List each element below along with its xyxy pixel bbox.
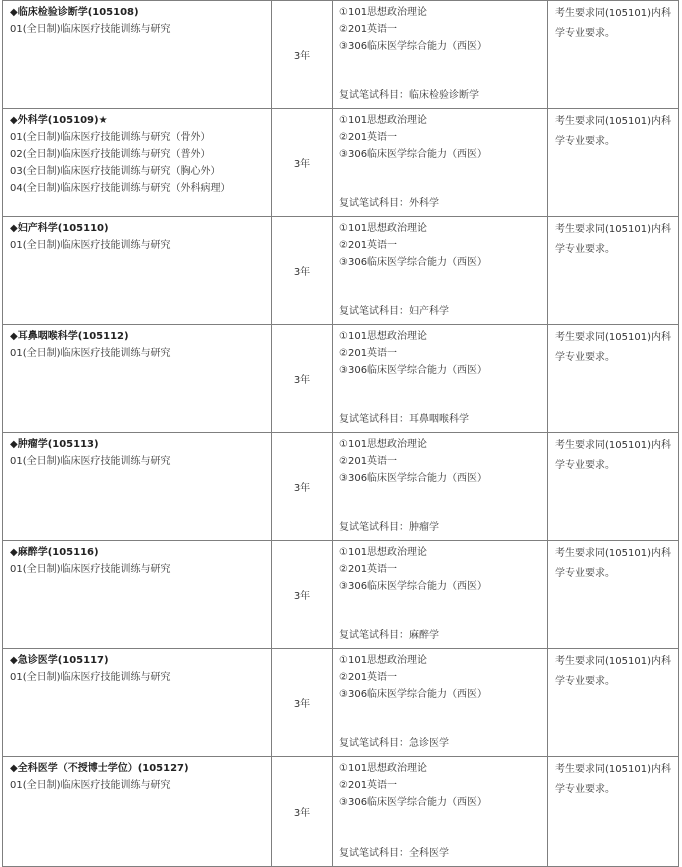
requirement-cell [548, 649, 679, 757]
major-name: ◆妇产科学(105110) [10, 223, 109, 234]
exam-subject: ②201英语一 [339, 456, 398, 467]
exam-subject: ①101思想政治理论 [339, 115, 428, 126]
years-cell [272, 325, 333, 433]
major-name: ◆麻醉学(105116) [10, 547, 99, 558]
study-years: 3年 [293, 375, 311, 386]
retest-subject: 复试笔试科目：外科学 [339, 198, 439, 209]
retest-subject: 复试笔试科目：耳鼻咽喉科学 [339, 414, 469, 425]
subjects-cell [333, 1, 548, 109]
major-cell [3, 325, 272, 433]
retest-subject: 复试笔试科目：临床检验诊断学 [339, 90, 479, 101]
table-row [3, 757, 679, 867]
subjects-cell [333, 541, 548, 649]
exam-subject: ②201英语一 [339, 132, 398, 143]
years-cell [272, 541, 333, 649]
direction-item: 01(全日制)临床医疗技能训练与研究 [10, 672, 171, 683]
exam-subject: ③306临床医学综合能力（西医） [339, 365, 488, 376]
exam-subject: ③306临床医学综合能力（西医） [339, 689, 488, 700]
exam-subject: ②201英语一 [339, 240, 398, 251]
major-cell [3, 649, 272, 757]
direction-item: 03(全日制)临床医疗技能训练与研究（胸心外） [10, 166, 221, 177]
exam-subject: ③306临床医学综合能力（西医） [339, 149, 488, 160]
directions-list [10, 129, 265, 197]
admissions-table [2, 0, 679, 867]
candidate-requirement: 考生要求同(105101)内科学专业要求。 [555, 440, 671, 471]
exam-subjects-list [339, 436, 542, 487]
direction-item: 01(全日制)临床医疗技能训练与研究 [10, 456, 171, 467]
study-years: 3年 [293, 483, 311, 494]
requirement-cell [548, 109, 679, 217]
candidate-requirement: 考生要求同(105101)内科学专业要求。 [555, 548, 671, 579]
exam-subject: ③306临床医学综合能力（西医） [339, 41, 488, 52]
table-body [3, 1, 679, 867]
exam-subject: ③306临床医学综合能力（西医） [339, 797, 488, 808]
candidate-requirement: 考生要求同(105101)内科学专业要求。 [555, 8, 671, 39]
major-name: ◆全科医学（不授博士学位）(105127) [10, 763, 189, 774]
directions-list [10, 453, 265, 470]
years-cell [272, 757, 333, 867]
requirement-cell [548, 1, 679, 109]
study-years: 3年 [293, 267, 311, 278]
exam-subjects-list [339, 760, 542, 811]
directions-list [10, 777, 265, 794]
requirement-cell [548, 217, 679, 325]
exam-subjects-list [339, 652, 542, 703]
major-name: ◆临床检验诊断学(105108) [10, 7, 139, 18]
major-name: ◆肿瘤学(105113) [10, 439, 99, 450]
directions-list [10, 237, 265, 254]
exam-subject: ②201英语一 [339, 24, 398, 35]
direction-item: 01(全日制)临床医疗技能训练与研究 [10, 780, 171, 791]
requirement-cell [548, 325, 679, 433]
retest-subject: 复试笔试科目：急诊医学 [339, 738, 449, 749]
retest-subject: 复试笔试科目：妇产科学 [339, 306, 449, 317]
retest-subject: 复试笔试科目：肿瘤学 [339, 522, 439, 533]
subjects-cell [333, 757, 548, 867]
direction-item: 01(全日制)临床医疗技能训练与研究 [10, 240, 171, 251]
direction-item: 01(全日制)临床医疗技能训练与研究 [10, 348, 171, 359]
exam-subject: ②201英语一 [339, 348, 398, 359]
major-cell [3, 217, 272, 325]
years-cell [272, 217, 333, 325]
subjects-cell [333, 217, 548, 325]
table-row [3, 1, 679, 109]
exam-subjects-list [339, 220, 542, 271]
exam-subject: ③306临床医学综合能力（西医） [339, 473, 488, 484]
major-cell [3, 109, 272, 217]
table-row [3, 433, 679, 541]
directions-list [10, 345, 265, 362]
study-years: 3年 [293, 808, 311, 819]
retest-subject: 复试笔试科目：全科医学 [339, 848, 449, 859]
subjects-cell [333, 433, 548, 541]
subjects-cell [333, 649, 548, 757]
major-cell [3, 541, 272, 649]
requirement-cell [548, 757, 679, 867]
exam-subject: ①101思想政治理论 [339, 331, 428, 342]
candidate-requirement: 考生要求同(105101)内科学专业要求。 [555, 116, 671, 147]
exam-subject: ③306临床医学综合能力（西医） [339, 257, 488, 268]
subjects-cell [333, 109, 548, 217]
study-years: 3年 [293, 591, 311, 602]
candidate-requirement: 考生要求同(105101)内科学专业要求。 [555, 764, 671, 795]
exam-subjects-list [339, 112, 542, 163]
table-row [3, 541, 679, 649]
direction-item: 01(全日制)临床医疗技能训练与研究（骨外） [10, 132, 211, 143]
exam-subject: ①101思想政治理论 [339, 763, 428, 774]
study-years: 3年 [293, 159, 311, 170]
major-name: ◆外科学(105109)★ [10, 115, 108, 126]
major-name: ◆耳鼻咽喉科学(105112) [10, 331, 129, 342]
retest-subject: 复试笔试科目：麻醉学 [339, 630, 439, 641]
exam-subject: ①101思想政治理论 [339, 655, 428, 666]
study-years: 3年 [293, 51, 311, 62]
exam-subject: ①101思想政治理论 [339, 223, 428, 234]
exam-subject: ②201英语一 [339, 564, 398, 575]
study-years: 3年 [293, 699, 311, 710]
direction-item: 01(全日制)临床医疗技能训练与研究 [10, 564, 171, 575]
subjects-cell [333, 325, 548, 433]
exam-subjects-list [339, 328, 542, 379]
major-cell [3, 757, 272, 867]
major-cell [3, 1, 272, 109]
exam-subject: ①101思想政治理论 [339, 439, 428, 450]
years-cell [272, 649, 333, 757]
directions-list [10, 669, 265, 686]
exam-subjects-list [339, 4, 542, 55]
direction-item: 02(全日制)临床医疗技能训练与研究（普外） [10, 149, 211, 160]
years-cell [272, 109, 333, 217]
table-row [3, 109, 679, 217]
major-cell [3, 433, 272, 541]
candidate-requirement: 考生要求同(105101)内科学专业要求。 [555, 656, 671, 687]
requirement-cell [548, 541, 679, 649]
directions-list [10, 561, 265, 578]
exam-subject: ①101思想政治理论 [339, 547, 428, 558]
exam-subject: ②201英语一 [339, 780, 398, 791]
years-cell [272, 433, 333, 541]
years-cell [272, 1, 333, 109]
exam-subject: ②201英语一 [339, 672, 398, 683]
directions-list [10, 21, 265, 38]
major-name: ◆急诊医学(105117) [10, 655, 109, 666]
exam-subjects-list [339, 544, 542, 595]
table-row [3, 325, 679, 433]
requirement-cell [548, 433, 679, 541]
exam-subject: ①101思想政治理论 [339, 7, 428, 18]
candidate-requirement: 考生要求同(105101)内科学专业要求。 [555, 332, 671, 363]
direction-item: 04(全日制)临床医疗技能训练与研究（外科病理） [10, 183, 231, 194]
candidate-requirement: 考生要求同(105101)内科学专业要求。 [555, 224, 671, 255]
exam-subject: ③306临床医学综合能力（西医） [339, 581, 488, 592]
table-row [3, 649, 679, 757]
direction-item: 01(全日制)临床医疗技能训练与研究 [10, 24, 171, 35]
table-row [3, 217, 679, 325]
